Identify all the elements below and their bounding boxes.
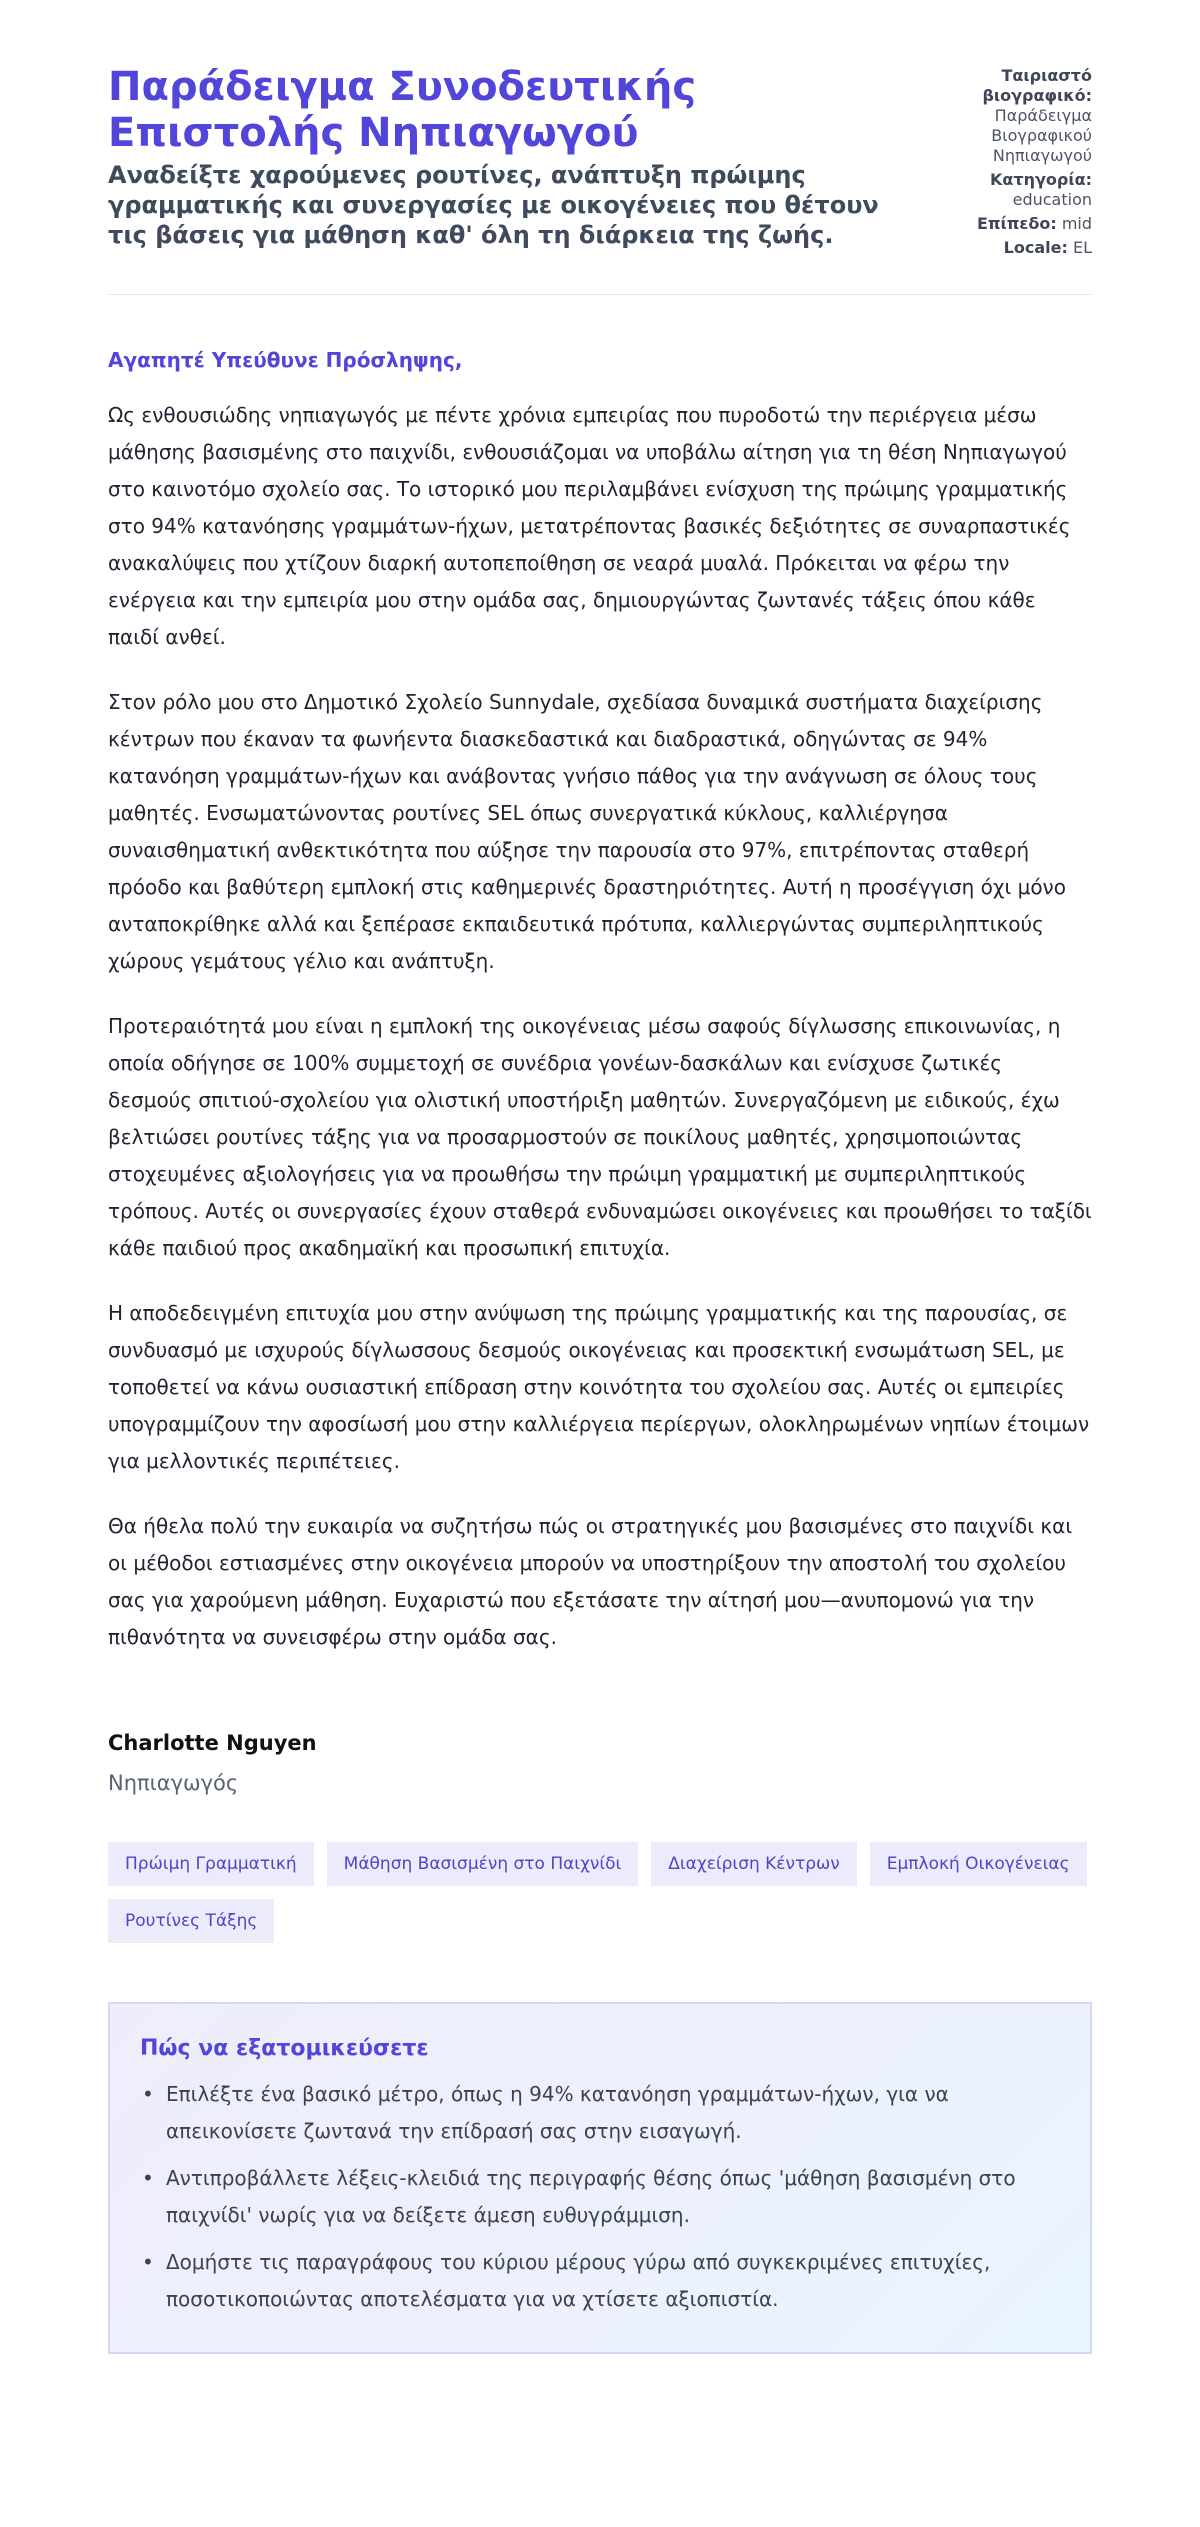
letter-paragraph: Στον ρόλο μου στο Δημοτικό Σχολείο Sunnydale, σχεδίασα δυναμικά συστήματα διαχείρισης κέντρων που έκαναν τα φωνήεντα διασκεδαστικά και διαδραστικά, οδηγώντας σε 94% κατανόηση γραμμάτων-ήχων και ανάβοντας γνήσιο πάθος για την ανάγνωση σε όλους τους μαθητές. Ενσωματώνοντας ρουτίνες SEL όπως συνεργατικά κύκλους, καλλιέργησα συναισθηματική ανθεκτικότητα που αύξησε την παρουσία στο 97%, επιτρέποντας σταθερή πρόοδο και βαθύτερη εμπλοκή στις καθημερινές δραστηριότητες. Αυτή η προσέγγιση όχι μόνο ανταποκρίθηκε αλλά και ξεπέρασε εκπαιδευτικά πρότυπα, καλλιεργώντας συμπεριληπτικούς χώρους γεμάτους γέλιο και ανάπτυξη.: [108, 690, 1066, 973]
meta-level-value: mid: [1061, 214, 1092, 233]
tips-list: [140, 2076, 1060, 2318]
meta-level: [892, 214, 1092, 234]
skill-tag[interactable]: Διαχείριση Κέντρων: [651, 1842, 856, 1886]
skill-tag[interactable]: Εμπλοκή Οικογένειας: [870, 1842, 1087, 1886]
skill-tag[interactable]: Μάθηση Βασισμένη στο Παιχνίδι: [327, 1842, 639, 1886]
tip-item: • Δομήστε τις παραγράφους του κύριου μέρους γύρω από συγκεκριμένες επιτυχίες, ποσοτικοποιώντας αποτελέσματα για να χτίσετε αξιοπιστία.: [140, 2244, 1060, 2318]
salutation: Αγαπητέ Υπεύθυνε Πρόσληψης,: [108, 348, 463, 372]
meta-locale: [892, 238, 1092, 258]
meta-locale-value: EL: [1072, 238, 1092, 257]
signature-role: Νηπιαγωγός: [108, 1771, 239, 1795]
tip-item: • Επιλέξτε ένα βασικό μέτρο, όπως η 94% κατανόηση γραμμάτων-ήχων, για να απεικονίσετε ζωντανά την επίδρασή σας στην εισαγωγή.: [140, 2076, 1060, 2150]
signature-name: Charlotte Nguyen: [108, 1731, 317, 1755]
meta-resume-value[interactable]: Παράδειγμα Βιογραφικού Νηπιαγωγού: [991, 106, 1092, 165]
page-title: Παράδειγμα Συνοδευτικής Επιστολής Νηπιαγωγού: [108, 64, 697, 156]
tips-title: Πώς να εξατομικεύσετε: [140, 2036, 429, 2061]
page-subtitle: Αναδείξτε χαρούμενες ρουτίνες, ανάπτυξη πρώιμης γραμματικής και συνεργασίες με οικογένειες που θέτουν τις βάσεις για μάθηση καθ' όλη τη διάρκεια της ζωής.: [108, 161, 879, 249]
meta-level-label: Επίπεδο:: [976, 214, 1057, 233]
letter-paragraph: Θα ήθελα πολύ την ευκαιρία να συζητήσω πώς οι στρατηγικές μου βασισμένες στο παιχνίδι και οι μέθοδοι εστιασμένες στην οικογένεια μπορούν να υποστηρίξουν την αποστολή του σχολείου σας για χαρούμενη μάθηση. Ευχαριστώ που εξετάσατε την αίτησή μου—ανυπομονώ για την πιθανότητα να συνεισφέρω στην ομάδα σας.: [108, 1514, 1073, 1649]
page-header: [108, 64, 1092, 295]
letter-paragraph: Ως ενθουσιώδης νηπιαγωγός με πέντε χρόνια εμπειρίας που πυροδοτώ την περιέργεια μέσω μάθησης βασισμένης στο παιχνίδι, ενθουσιάζομαι να υποβάλω αίτηση για τη θέση Νηπιαγωγού στο καινοτόμο σχολείο σας. Το ιστορικό μου περιλαμβάνει ενίσχυση της πρώιμης γραμματικής στο 94% κατανόησης γραμμάτων-ήχων, μετατρέποντας βασικές δεξιότητες σε συναρπαστικές ανακαλύψεις που χτίζουν διαρκή αυτοπεποίθηση σε νεαρά μυαλά. Πρόκειται να φέρω την ενέργεια και την εμπειρία μου στην ομάδα σας, δημιουργώντας ζωντανές τάξεις όπου κάθε παιδί ανθεί.: [108, 403, 1071, 649]
meta-locale-label: Locale:: [1003, 238, 1068, 257]
meta-resume: [892, 66, 1092, 166]
meta-panel: [892, 66, 1092, 262]
skill-tag[interactable]: Ρουτίνες Τάξης: [108, 1899, 274, 1943]
meta-category: [892, 170, 1092, 210]
letter-paragraph: Η αποδεδειγμένη επιτυχία μου στην ανύψωση της πρώιμης γραμματικής και της παρουσίας, σε συνδυασμό με ισχυρούς δίγλωσσους δεσμούς οικογένειας και προσεκτική ενσωμάτωση SEL, με τοποθετεί να κάνω ουσιαστική επίδραση στην κοινότητα του σχολείου σας. Αυτές οι εμπειρίες υπογραμμίζουν την αφοσίωσή μου στην καλλιέργεια περίεργων, ολοκληρωμένων νηπίων έτοιμων για μελλοντικές περιπέτειες.: [108, 1301, 1090, 1473]
customize-tips-box: [108, 2002, 1092, 2354]
tip-item: • Αντιπροβάλλετε λέξεις-κλειδιά της περιγραφής θέσης όπως 'μάθηση βασισμένη στο παιχνίδι' νωρίς για να δείξετε άμεση ευθυγράμμιση.: [140, 2160, 1060, 2234]
header-text: [108, 64, 888, 250]
meta-category-value: education: [1012, 190, 1092, 209]
meta-category-label: Κατηγορία:: [990, 170, 1092, 189]
skill-tag[interactable]: Πρώιμη Γραμματική: [108, 1842, 314, 1886]
letter-paragraph: Προτεραιότητά μου είναι η εμπλοκή της οικογένειας μέσω σαφούς δίγλωσσης επικοινωνίας, η οποία οδήγησε σε 100% συμμετοχή σε συνέδρια γονέων-δασκάλων και ενίσχυσε ζωτικές δεσμούς σπιτιού-σχολείου για ολιστική υποστήριξη μαθητών. Συνεργαζόμενη με ειδικούς, έχω βελτιώσει ρουτίνες τάξης για να προσαρμοστούν σε ποικίλους μαθητές, χρησιμοποιώντας στοχευμένες αξιολογήσεις για να προωθήσω την πρώιμη γραμματική με συμπεριληπτικούς τρόπους. Αυτές οι συνεργασίες έχουν σταθερά ενδυναμώσει οικογένειες και προωθήσει το ταξίδι κάθε παιδιού προς ακαδημαϊκή και προσωπική επιτυχία.: [108, 1014, 1092, 1260]
meta-resume-label: Ταιριαστό βιογραφικό:: [982, 66, 1092, 105]
skill-tags: [108, 1842, 1092, 1943]
letter-body: [108, 346, 1092, 1798]
